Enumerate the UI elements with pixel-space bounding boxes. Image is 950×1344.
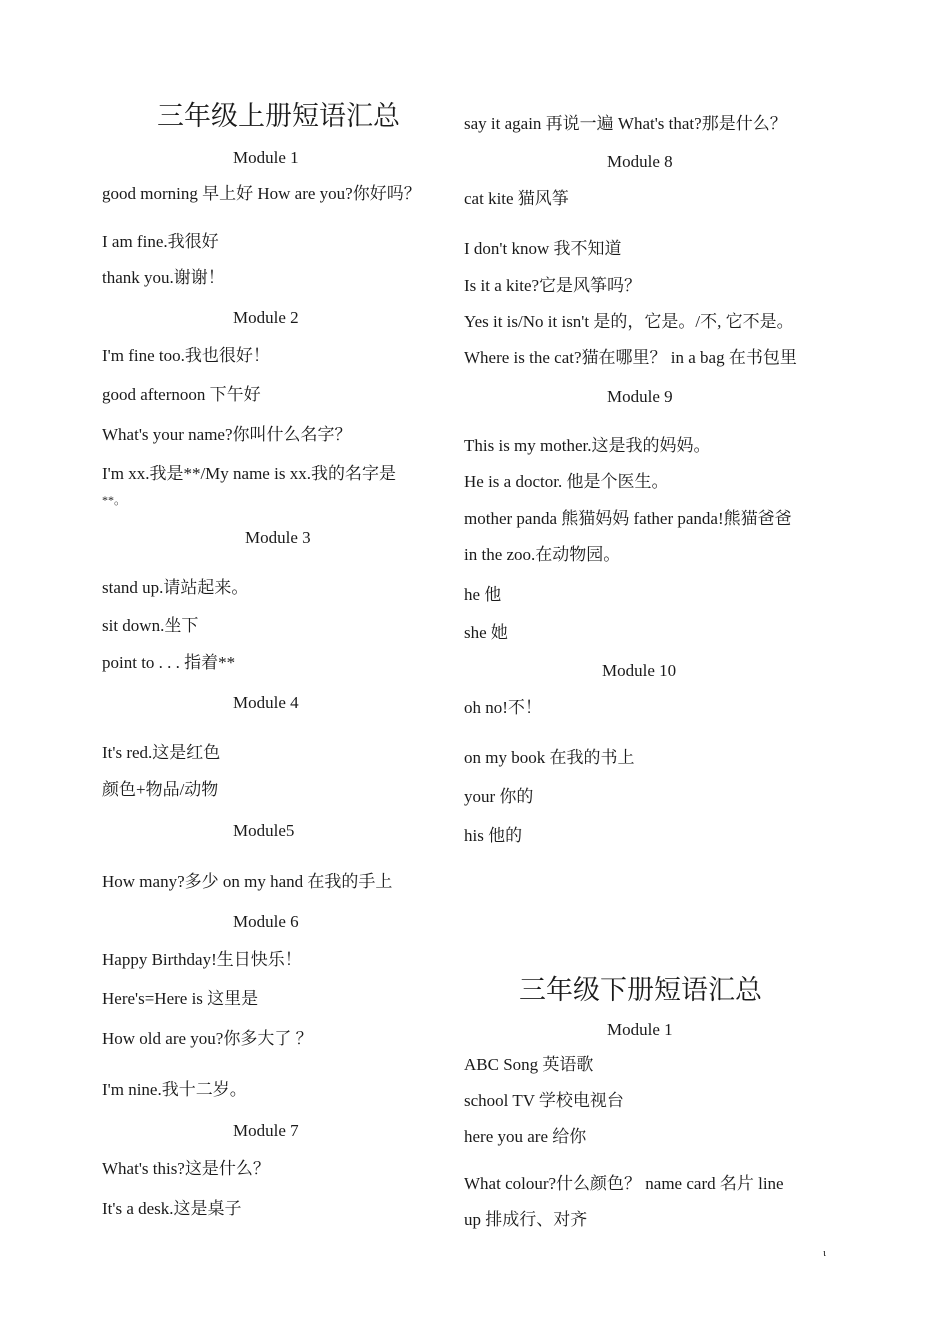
module-7-heading: Module 7 <box>233 1121 299 1140</box>
module-3-line-2: sit down.坐下 <box>102 616 199 635</box>
module-6-line-4: I'm nine.我十二岁。 <box>102 1080 247 1099</box>
module-8-line-5: Where is the cat?猫在哪里？ in a bag 在书包里 <box>464 348 797 367</box>
module-1-heading: Module 1 <box>233 148 299 167</box>
module-1-line-1: good morning 早上好 How are you?你好吗？ <box>102 184 421 203</box>
module-10-line-4: his 他的 <box>464 826 523 845</box>
module-10-line-2: on my book 在我的书上 <box>464 748 635 767</box>
module-1-line-2: I am fine.我很好 <box>102 232 219 251</box>
module-9-line-6: she 她 <box>464 623 508 642</box>
module-5-line-1: How many?多少 on my hand 在我的手上 <box>102 872 393 891</box>
module-9-heading: Module 9 <box>607 387 673 406</box>
lower-module-1-line-3: here you are 给你 <box>464 1127 587 1146</box>
module-9-line-1: This is my mother.这是我的妈妈。 <box>464 436 711 455</box>
module-8-heading: Module 8 <box>607 152 673 171</box>
page-mark: ι <box>823 1247 826 1259</box>
module-10-line-3: your 你的 <box>464 787 534 806</box>
module-2-line-2: good afternoon 下午好 <box>102 385 261 404</box>
module-6-line-1: Happy Birthday!生日快乐！ <box>102 950 302 969</box>
module-8-line-1: cat kite 猫风筝 <box>464 189 569 208</box>
module-9-line-5: he 他 <box>464 585 502 604</box>
module-3-line-3: point to . . . 指着** <box>102 653 236 672</box>
module-2-line-4: I'm xx.我是**/My name is xx.我的名字是 <box>102 464 396 483</box>
module-9-line-2: He is a doctor. 他是个医生。 <box>464 472 669 491</box>
module-6-heading: Module 6 <box>233 912 299 931</box>
module-8-line-3: Is it a kite?它是风筝吗？ <box>464 276 642 295</box>
module-1-line-3: thank you.谢谢！ <box>102 268 225 287</box>
lower-module-1-line-2: school TV 学校电视台 <box>464 1091 624 1110</box>
module-7-line-1: What's this?这是什么？ <box>102 1159 270 1178</box>
module-3-line-1: stand up.请站起来。 <box>102 578 249 597</box>
module-2-heading: Module 2 <box>233 308 299 327</box>
module-2-line-5: **。 <box>102 493 127 507</box>
lower-module-1-line-1: ABC Song 英语歌 <box>464 1055 594 1074</box>
module-7-line-2: It's a desk.这是桌子 <box>102 1199 242 1218</box>
lower-module-1-heading: Module 1 <box>607 1020 673 1039</box>
module-8-line-4: Yes it is/No it isn't 是的，它是。/不, 它不是。 <box>464 312 794 331</box>
module-4-line-1: It's red.这是红色 <box>102 743 221 762</box>
module-2-line-3: What's your name?你叫什么名字？ <box>102 425 352 444</box>
module-3-heading: Module 3 <box>245 528 311 547</box>
module-4-heading: Module 4 <box>233 693 299 712</box>
module-4-line-2: 颜色+物品/动物 <box>102 780 219 799</box>
module-9-line-4: in the zoo.在动物园。 <box>464 545 621 564</box>
module-6-line-2: Here's=Here is 这里是 <box>102 989 259 1008</box>
right-title-2: 三年级下册短语汇总 <box>519 975 762 1005</box>
module-10-line-1: oh no!不！ <box>464 698 542 717</box>
module-8-line-2: I don't know 我不知道 <box>464 239 622 258</box>
lower-module-1-line-5: up 排成行、对齐 <box>464 1210 588 1229</box>
right-line-0: say it again 再说一遍 What's that?那是什么？ <box>464 114 787 133</box>
left-title: 三年级上册短语汇总 <box>157 101 400 131</box>
lower-module-1-line-4: What colour?什么颜色？ name card 名片 line <box>464 1174 784 1193</box>
module-9-line-3: mother panda 熊猫妈妈 father panda!熊猫爸爸 <box>464 509 792 528</box>
module-10-heading: Module 10 <box>602 661 677 680</box>
module-5-heading: Module5 <box>233 821 295 840</box>
module-6-line-3: How old are you?你多大了 ？ <box>102 1029 313 1048</box>
module-2-line-1: I'm fine too.我也很好！ <box>102 346 270 365</box>
